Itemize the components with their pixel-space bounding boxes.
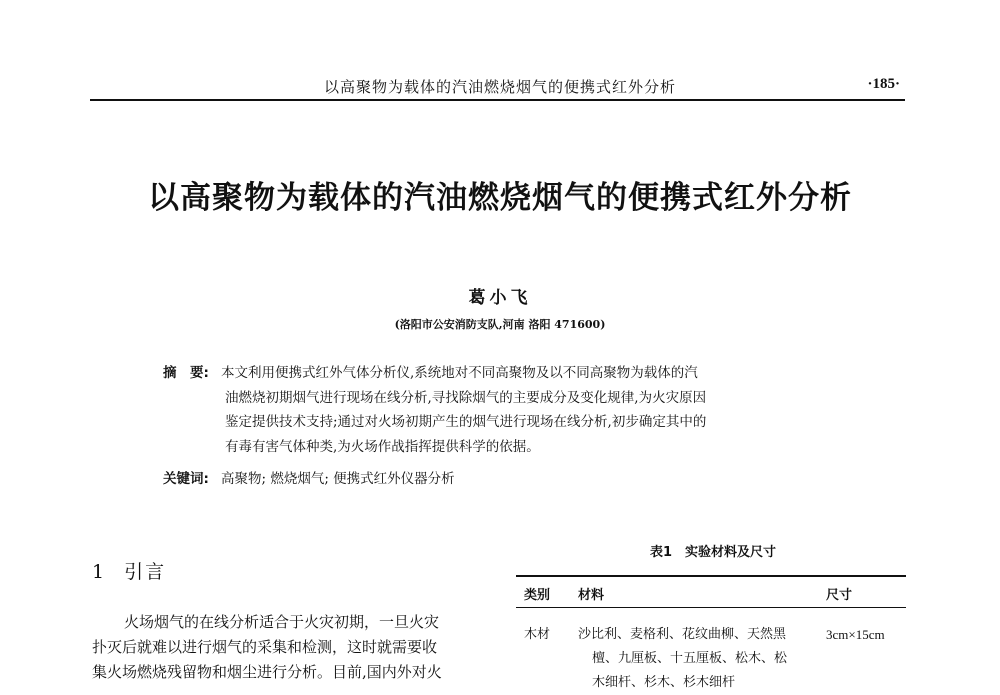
section-body — [92, 610, 492, 685]
abstract-label: 摘 要: — [163, 365, 209, 381]
abstract-line: 鉴定提供技术支持;通过对火场初期产生的烟气进行现场在线分析,初步确定其中的 — [225, 414, 707, 430]
table-cell-material — [578, 623, 818, 695]
running-header-title: 以高聚物为载体的汽油燃烧烟气的便携式红外分析 — [323, 78, 676, 96]
material-line: 檀、九厘板、十五厘板、松木、松 — [592, 651, 788, 666]
header-rule — [90, 99, 905, 101]
material-line: 沙比利、麦格利、花纹曲柳、天然黑 — [578, 627, 787, 642]
table-header-rule — [516, 607, 906, 608]
table-top-rule — [516, 575, 906, 577]
table-caption: 表1 实验材料及尺寸 — [649, 545, 777, 560]
section-title: 引言 — [124, 561, 167, 583]
section-heading — [92, 557, 166, 584]
keywords-text: 高聚物; 燃烧烟气; 便携式红外仪器分析 — [221, 471, 455, 487]
keywords-label: 关键词: — [163, 471, 209, 487]
body-line: 扑灭后就难以进行烟气的采集和检测，这时就需要收 — [92, 638, 438, 656]
table-header-category: 类别 — [524, 588, 551, 603]
body-line: 集火场燃烧残留物和烟尘进行分析。目前,国内外对火 — [92, 663, 442, 681]
material-line: 木细杆、杉木、杉木细杆 — [592, 675, 736, 690]
body-line: 火场烟气的在线分析适合于火灾初期，一旦火灾 — [124, 613, 440, 631]
abstract-line: 油燃烧初期烟气进行现场在线分析,寻找除烟气的主要成分及变化规律,为火灾原因 — [225, 389, 707, 406]
article-title: 以高聚物为载体的汽油燃烧烟气的便携式红外分析 — [148, 180, 852, 216]
table-cell-size: 3cm×15cm — [826, 627, 885, 642]
table-cell-category: 木材 — [524, 627, 551, 642]
author-affiliation: (洛阳市公安消防支队,河南 洛阳 471600) — [394, 318, 606, 331]
abstract-line: 有毒有害气体种类,为火场作战指挥提供科学的依据。 — [225, 438, 540, 455]
table-header-size: 尺寸 — [826, 588, 853, 603]
table-header-material: 材料 — [578, 588, 605, 603]
abstract-line: 本文利用便携式红外气体分析仪,系统地对不同高聚物及以不同高聚物为载体的汽 — [221, 365, 698, 381]
page-number: ·185· — [867, 76, 900, 92]
author-name: 葛小飞 — [468, 288, 532, 308]
section-number: 1 — [92, 561, 107, 583]
abstract-body — [221, 361, 837, 459]
